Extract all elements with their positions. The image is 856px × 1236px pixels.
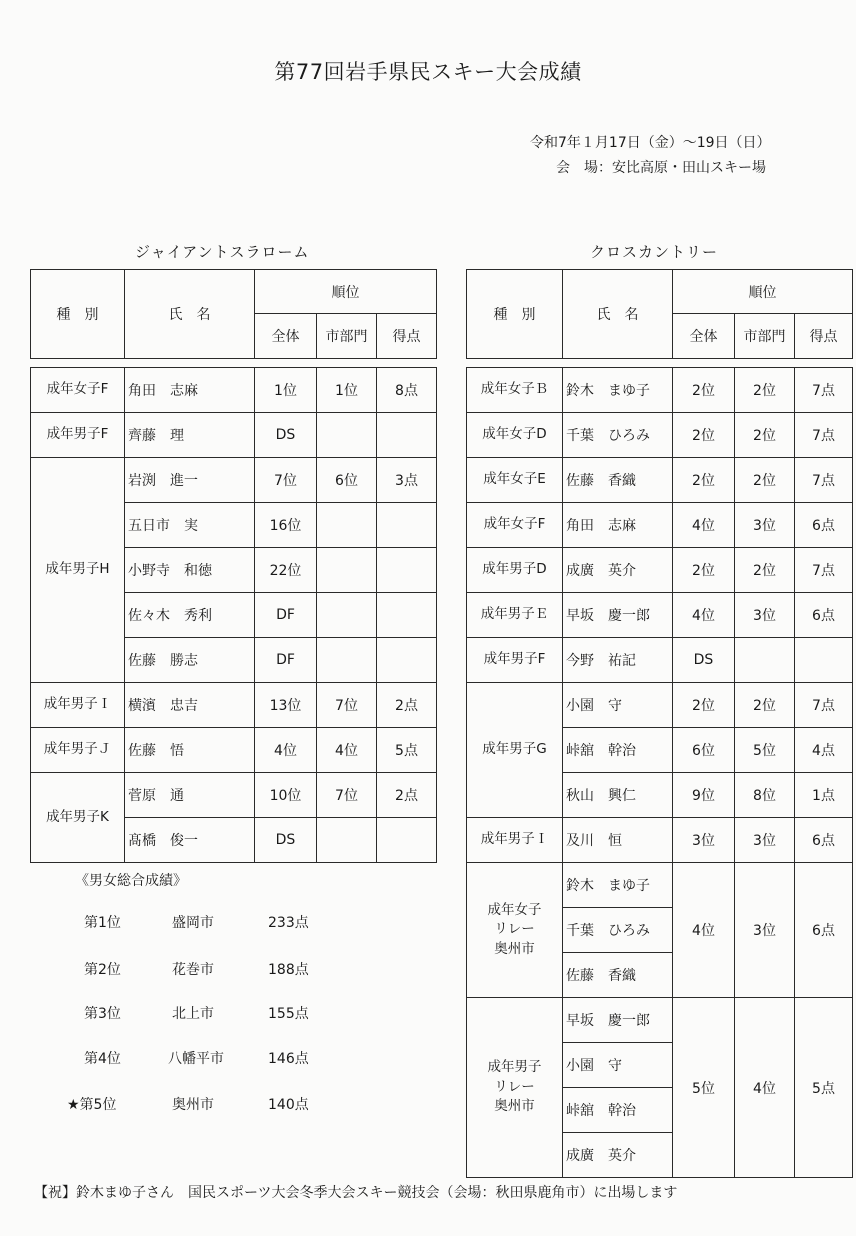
- athlete-name: 秋山 興仁: [563, 773, 673, 818]
- category-cell: 成年男子H: [31, 458, 125, 683]
- overall-rank: 2位: [673, 368, 735, 413]
- points-cell: 7点: [795, 548, 853, 593]
- points-cell: 7点: [795, 458, 853, 503]
- overall-rank: 4位: [673, 503, 735, 548]
- table-row: [31, 458, 437, 503]
- gs-section-title: ジャイアントスラローム: [135, 243, 310, 261]
- athlete-name: 小野寺 和徳: [125, 548, 255, 593]
- athlete-name: 早坂 慶一郎: [563, 593, 673, 638]
- division-rank: 2位: [735, 683, 795, 728]
- overall-rank: 6位: [673, 728, 735, 773]
- overall-rank: 7位: [255, 458, 317, 503]
- relay-category-cell: [467, 998, 563, 1178]
- relay-category-cell: [467, 863, 563, 998]
- relay-category-line: 成年男子: [487, 1059, 542, 1076]
- overall-rank-label: 第4位: [84, 1051, 121, 1067]
- points-cell: 2点: [377, 683, 437, 728]
- overall-rank-label: 第1位: [84, 915, 121, 931]
- division-rank: [735, 638, 795, 683]
- overall-rank: 9位: [673, 773, 735, 818]
- division-rank: 1位: [317, 368, 377, 413]
- athlete-name: 今野 祐記: [563, 638, 673, 683]
- overall-rank: 2位: [673, 413, 735, 458]
- athlete-name: 佐藤 香織: [563, 953, 673, 998]
- division-rank: 4位: [317, 728, 377, 773]
- points-cell: 6点: [795, 503, 853, 548]
- athlete-name: 佐々木 秀利: [125, 593, 255, 638]
- overall-points: 146点: [268, 1051, 309, 1067]
- xc-section-title: クロスカントリー: [590, 243, 719, 261]
- overall-rank: 2位: [673, 683, 735, 728]
- points-cell: [377, 413, 437, 458]
- division-rank: 8位: [735, 773, 795, 818]
- athlete-name: 横濱 忠吉: [125, 683, 255, 728]
- athlete-name: 菅原 通: [125, 773, 255, 818]
- division-rank: 7位: [317, 773, 377, 818]
- gs-header-points: 得点: [377, 314, 437, 359]
- overall-rank-label: 第3位: [84, 1006, 121, 1022]
- table-row: [31, 683, 437, 728]
- relay-category-line: 奥州市: [494, 1098, 535, 1115]
- table-row: [467, 638, 853, 683]
- division-rank: 3位: [735, 503, 795, 548]
- athlete-name: 角田 志麻: [125, 368, 255, 413]
- division-rank: [317, 638, 377, 683]
- points-cell: 4点: [795, 728, 853, 773]
- points-cell: [795, 638, 853, 683]
- division-rank: [317, 593, 377, 638]
- table-row: [467, 683, 853, 728]
- overall-rank: 3位: [673, 818, 735, 863]
- points-cell: 6点: [795, 818, 853, 863]
- xc-header-division: 市部門: [735, 314, 795, 359]
- points-cell: [377, 503, 437, 548]
- gs-header-rank: 順位: [255, 270, 437, 314]
- category-cell: 成年男子Ｉ: [467, 818, 563, 863]
- points-cell: [377, 548, 437, 593]
- xc-header-points: 得点: [795, 314, 853, 359]
- table-row: [467, 863, 853, 908]
- xc-results-table: [466, 269, 853, 1178]
- overall-city: 八幡平市: [168, 1051, 224, 1067]
- overall-rank: 5位: [673, 998, 735, 1178]
- overall-rank: 13位: [255, 683, 317, 728]
- overall-rank: 4位: [673, 593, 735, 638]
- points-cell: 6点: [795, 863, 853, 998]
- congratulations-note: 【祝】鈴木まゆ子さん 国民スポーツ大会冬季大会スキー競技会（会場：秋田県鹿角市）に出場します: [34, 1185, 678, 1201]
- table-row: [467, 458, 853, 503]
- overall-city: 花巻市: [172, 962, 214, 978]
- overall-points: 233点: [268, 915, 309, 931]
- overall-results-title: 《男女総合成績》: [75, 873, 187, 889]
- relay-category-line: 奥州市: [494, 940, 535, 957]
- athlete-name: 成廣 英介: [563, 548, 673, 593]
- division-rank: 2位: [735, 458, 795, 503]
- athlete-name: 千葉 ひろみ: [563, 413, 673, 458]
- points-cell: 7点: [795, 683, 853, 728]
- athlete-name: 佐藤 勝志: [125, 638, 255, 683]
- category-cell: 成年男子D: [467, 548, 563, 593]
- xc-header-category: 種 別: [467, 270, 563, 359]
- division-rank: [317, 503, 377, 548]
- gs-header-name: 氏 名: [125, 270, 255, 359]
- xc-header-rank: 順位: [673, 270, 853, 314]
- division-rank: 2位: [735, 368, 795, 413]
- gs-header-division: 市部門: [317, 314, 377, 359]
- table-row: [467, 413, 853, 458]
- overall-points: 155点: [268, 1006, 309, 1022]
- overall-rank: 2位: [673, 548, 735, 593]
- overall-rank: DF: [255, 593, 317, 638]
- athlete-name: 峠舘 幹治: [563, 728, 673, 773]
- event-venue: 会 場：安比高原・田山スキー場: [556, 160, 766, 176]
- xc-header-name: 氏 名: [563, 270, 673, 359]
- points-cell: 5点: [795, 998, 853, 1178]
- athlete-name: 及川 恒: [563, 818, 673, 863]
- points-cell: 6点: [795, 593, 853, 638]
- points-cell: 2点: [377, 773, 437, 818]
- overall-city: 北上市: [172, 1006, 214, 1022]
- category-cell: 成年男子F: [467, 638, 563, 683]
- points-cell: 5点: [377, 728, 437, 773]
- athlete-name: 五日市 実: [125, 503, 255, 548]
- overall-rank: DS: [255, 413, 317, 458]
- points-cell: 7点: [795, 368, 853, 413]
- category-cell: 成年女子D: [467, 413, 563, 458]
- overall-rank: 1位: [255, 368, 317, 413]
- athlete-name: 早坂 慶一郎: [563, 998, 673, 1043]
- table-row: [31, 368, 437, 413]
- overall-city: 奥州市: [172, 1097, 214, 1113]
- overall-rank: 10位: [255, 773, 317, 818]
- table-row: [467, 593, 853, 638]
- table-row: [467, 548, 853, 593]
- gs-header-overall: 全体: [255, 314, 317, 359]
- athlete-name: 峠舘 幹治: [563, 1088, 673, 1133]
- points-cell: 8点: [377, 368, 437, 413]
- table-row: [31, 413, 437, 458]
- category-cell: 成年男子F: [31, 413, 125, 458]
- points-cell: 3点: [377, 458, 437, 503]
- overall-rank: DS: [673, 638, 735, 683]
- table-row: [467, 818, 853, 863]
- category-cell: 成年女子E: [467, 458, 563, 503]
- athlete-name: 髙橋 俊一: [125, 818, 255, 863]
- athlete-name: 齊藤 理: [125, 413, 255, 458]
- table-row: [467, 503, 853, 548]
- athlete-name: 佐藤 香織: [563, 458, 673, 503]
- overall-rank: DF: [255, 638, 317, 683]
- table-row: [467, 368, 853, 413]
- xc-header-overall: 全体: [673, 314, 735, 359]
- division-rank: [317, 548, 377, 593]
- division-rank: 5位: [735, 728, 795, 773]
- athlete-name: 鈴木 まゆ子: [563, 368, 673, 413]
- division-rank: 7位: [317, 683, 377, 728]
- division-rank: 3位: [735, 593, 795, 638]
- overall-points: 140点: [268, 1097, 309, 1113]
- athlete-name: 成廣 英介: [563, 1133, 673, 1178]
- table-row: [31, 728, 437, 773]
- overall-rank-label: ★第5位: [67, 1097, 117, 1113]
- overall-rank: 4位: [255, 728, 317, 773]
- athlete-name: 千葉 ひろみ: [563, 908, 673, 953]
- table-row: [31, 773, 437, 818]
- division-rank: 3位: [735, 818, 795, 863]
- overall-city: 盛岡市: [172, 915, 214, 931]
- division-rank: 2位: [735, 548, 795, 593]
- division-rank: 4位: [735, 998, 795, 1178]
- points-cell: [377, 593, 437, 638]
- overall-rank: 22位: [255, 548, 317, 593]
- overall-rank: 2位: [673, 458, 735, 503]
- division-rank: 2位: [735, 413, 795, 458]
- category-cell: 成年女子F: [31, 368, 125, 413]
- points-cell: [377, 638, 437, 683]
- athlete-name: 鈴木 まゆ子: [563, 863, 673, 908]
- athlete-name: 角田 志麻: [563, 503, 673, 548]
- overall-points: 188点: [268, 962, 309, 978]
- relay-category-line: リレー: [494, 921, 535, 938]
- relay-category-line: 成年女子: [487, 901, 542, 918]
- gs-header-category: 種 別: [31, 270, 125, 359]
- athlete-name: 小園 守: [563, 1043, 673, 1088]
- division-rank: 6位: [317, 458, 377, 503]
- points-cell: [377, 818, 437, 863]
- event-date: 令和7年１月17日（金）～19日（日）: [530, 135, 771, 151]
- category-cell: 成年女子Ｂ: [467, 368, 563, 413]
- gs-results-table: [30, 269, 437, 863]
- overall-rank: 4位: [673, 863, 735, 998]
- category-cell: 成年女子F: [467, 503, 563, 548]
- athlete-name: 岩渕 進一: [125, 458, 255, 503]
- athlete-name: 小園 守: [563, 683, 673, 728]
- points-cell: 1点: [795, 773, 853, 818]
- overall-rank: DS: [255, 818, 317, 863]
- category-cell: 成年男子K: [31, 773, 125, 863]
- category-cell: 成年男子G: [467, 683, 563, 818]
- division-rank: 3位: [735, 863, 795, 998]
- athlete-name: 佐藤 悟: [125, 728, 255, 773]
- page-title: 第77回岩手県民スキー大会成績: [274, 60, 582, 84]
- overall-rank: 16位: [255, 503, 317, 548]
- division-rank: [317, 413, 377, 458]
- category-cell: 成年男子Ｊ: [31, 728, 125, 773]
- category-cell: 成年男子Ｅ: [467, 593, 563, 638]
- relay-category-line: リレー: [494, 1078, 535, 1095]
- points-cell: 7点: [795, 413, 853, 458]
- table-row: [467, 998, 853, 1043]
- division-rank: [317, 818, 377, 863]
- overall-rank-label: 第2位: [84, 962, 121, 978]
- category-cell: 成年男子Ｉ: [31, 683, 125, 728]
